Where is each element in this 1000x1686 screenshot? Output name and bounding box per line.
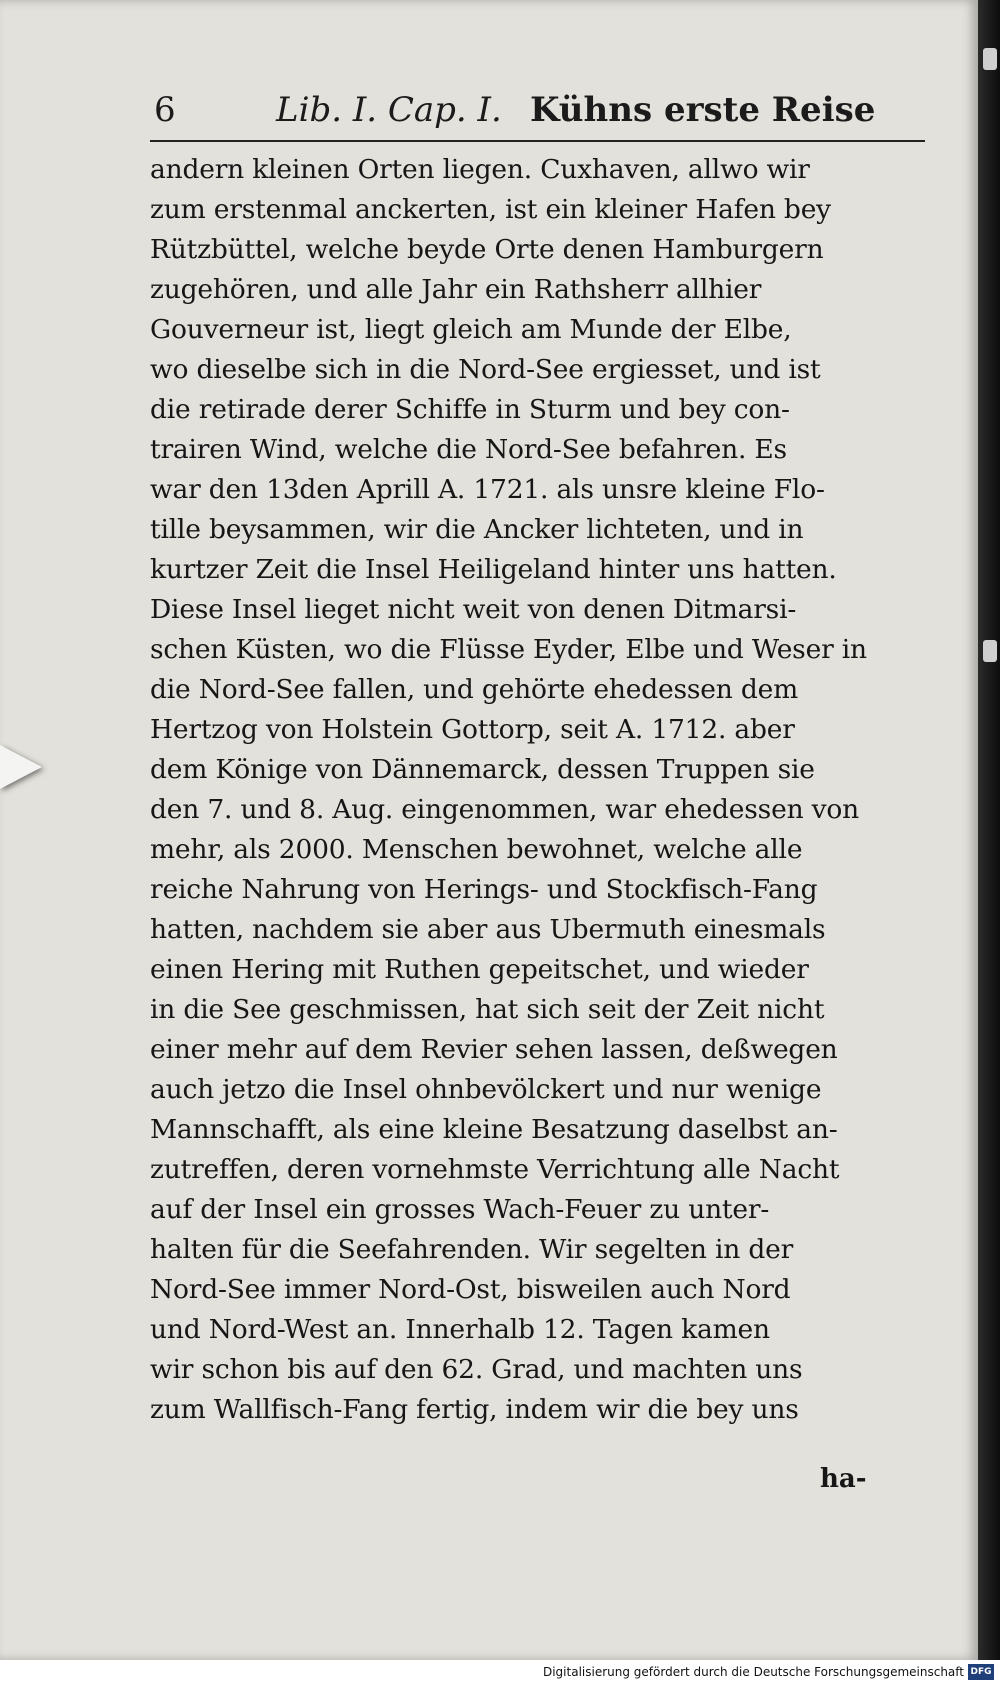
text-line: zum Wallfisch-Fang fertig, indem wir die bey uns: [150, 1394, 799, 1425]
text-line: die retirade derer Schiffe in Sturm und bey con-: [150, 394, 790, 425]
text-line: Diese Insel lieget nicht weit von denen Ditmarsi-: [150, 594, 797, 625]
page-number: 6: [154, 90, 176, 130]
binding-hole: [983, 640, 997, 662]
text-line: tille beysammen, wir die Ancker lichteten, und in: [150, 514, 804, 545]
page-gutter: [978, 0, 1000, 1660]
footer-credit: Digitalisierung gefördert durch die Deutsche Forschungsgemeinschaft: [542, 1665, 964, 1679]
running-header: [150, 86, 930, 136]
text-line: die Nord-See fallen, und gehörte ehedessen dem: [150, 674, 799, 705]
text-line: einen Hering mit Ruthen gepeitschet, und wieder: [150, 954, 809, 985]
text-line: trairen Wind, welche die Nord-See befahren. Es: [150, 434, 787, 465]
text-line: Rützbüttel, welche beyde Orte denen Hamburgern: [150, 234, 824, 265]
text-line: zugehören, und alle Jahr ein Rathsherr allhier: [150, 274, 762, 305]
dfg-logo: DFG: [968, 1664, 994, 1680]
header-rule: [150, 140, 925, 142]
text-line: und Nord-West an. Innerhalb 12. Tagen kamen: [150, 1314, 770, 1345]
text-line: auch jetzo die Insel ohnbevölckert und nur wenige: [150, 1074, 822, 1105]
text-line: andern kleinen Orten liegen. Cuxhaven, allwo wir: [150, 154, 810, 185]
text-line: war den 13den Aprill A. 1721. als unsre kleine Flo-: [150, 474, 825, 505]
text-line: schen Küsten, wo die Flüsse Eyder, Elbe und Weser in: [150, 634, 867, 665]
body-text: [150, 150, 940, 1430]
text-line: den 7. und 8. Aug. eingenommen, war ehedessen von: [150, 794, 860, 825]
text-line: wir schon bis auf den 62. Grad, und machten uns: [150, 1354, 803, 1385]
text-line: Gouverneur ist, liegt gleich am Munde der Elbe,: [150, 314, 792, 345]
running-title: Kühns erste Reise: [530, 90, 876, 130]
text-line: halten für die Seefahrenden. Wir segelten in der: [150, 1234, 794, 1265]
text-line: in die See geschmissen, hat sich seit der Zeit nicht: [150, 994, 825, 1025]
text-line: zum erstenmal anckerten, ist ein kleiner Hafen bey: [150, 194, 831, 225]
book-reference: Lib. I. Cap. I.: [276, 90, 502, 130]
text-line: kurtzer Zeit die Insel Heiligeland hinter uns hatten.: [150, 554, 837, 585]
text-line: Mannschafft, als eine kleine Besatzung daselbst an-: [150, 1114, 838, 1145]
binding-hole: [983, 48, 997, 70]
text-line: reiche Nahrung von Herings- und Stockfisch-Fang: [150, 874, 818, 905]
text-line: mehr, als 2000. Menschen bewohnet, welche alle: [150, 834, 803, 865]
text-line: wo dieselbe sich in die Nord-See ergiesset, und ist: [150, 354, 821, 385]
text-line: Nord-See immer Nord-Ost, bisweilen auch Nord: [150, 1274, 791, 1305]
digitization-footer: [0, 1660, 1000, 1686]
catchword: ha-: [820, 1464, 867, 1494]
text-line: dem Könige von Dännemarck, dessen Truppen sie: [150, 754, 815, 785]
text-line: hatten, nachdem sie aber aus Ubermuth einesmals: [150, 914, 826, 945]
page-clip-marker: [0, 745, 42, 789]
text-line: Hertzog von Holstein Gottorp, seit A. 1712. aber: [150, 714, 795, 745]
text-line: einer mehr auf dem Revier sehen lassen, deßwegen: [150, 1034, 838, 1065]
text-line: auf der Insel ein grosses Wach-Feuer zu unter-: [150, 1194, 770, 1225]
text-line: zutreffen, deren vornehmste Verrichtung alle Nacht: [150, 1154, 840, 1185]
